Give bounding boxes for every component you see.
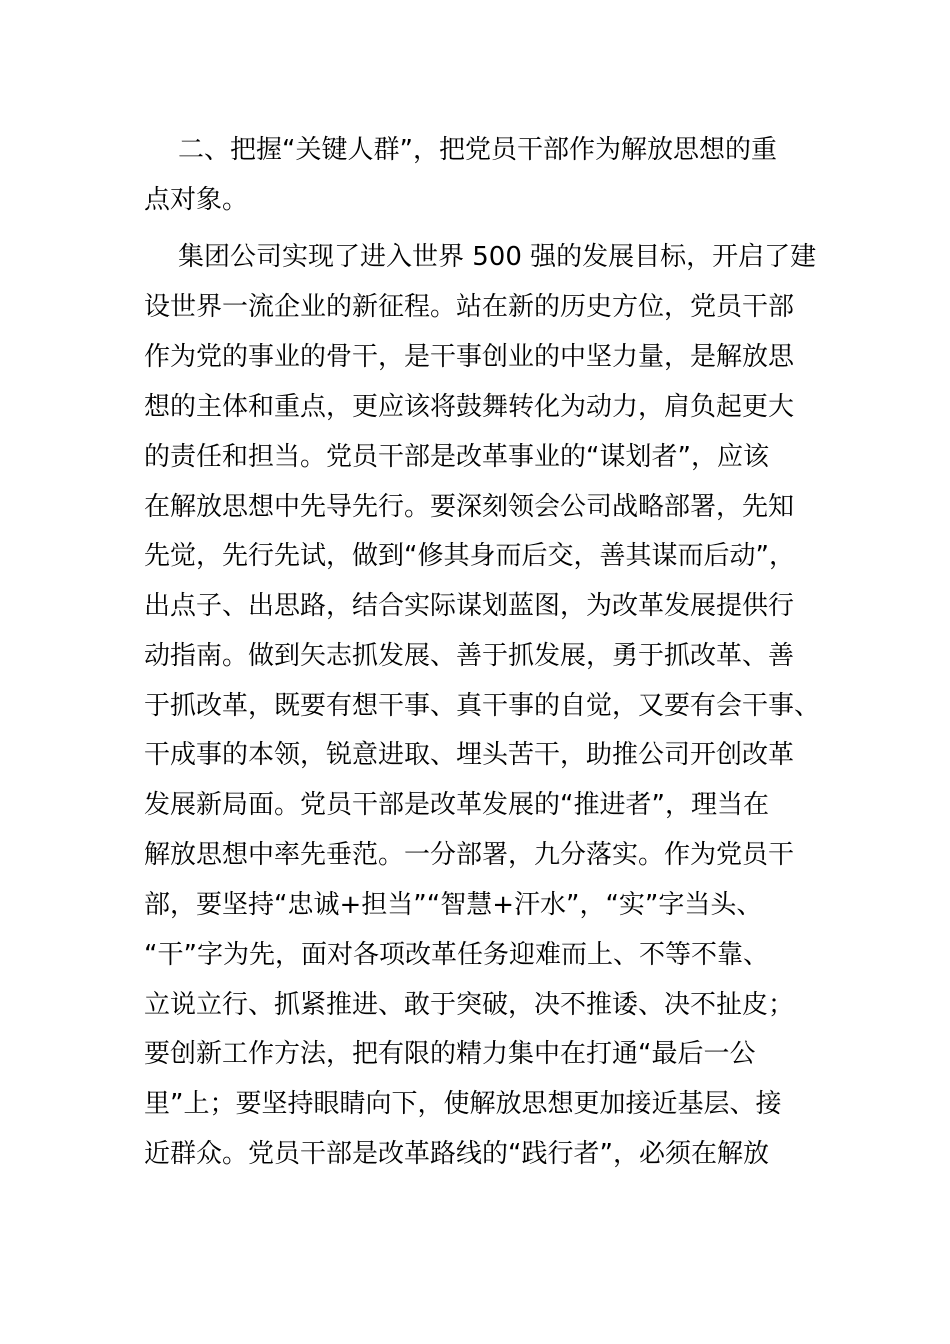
paragraph-line: 要创新工作方法，把有限的精力集中在打通“最后一公 [144,1039,756,1069]
paragraph-line: 立说立行、抓紧推进、敢于突破，决不推诿、决不扯皮； [144,990,795,1020]
paragraph-line: “干”字为先，面对各项改革任务迎难而上、不等不靠、 [144,940,769,970]
paragraph-line: 解放思想中率先垂范。一分部署，九分落实。作为党员干 [144,840,795,870]
paragraph-line: 集团公司实现了进入世界 500 强的发展目标，开启了建 [178,242,817,272]
paragraph-line: 在解放思想中先导先行。要深刻领会公司战略部署，先知 [144,492,795,522]
paragraph-line: 想的主体和重点，更应该将鼓舞转化为动力，肩负起更大 [144,392,795,422]
paragraph-line: 近群众。党员干部是改革路线的“践行者”，必须在解放 [144,1139,769,1169]
paragraph-line: 作为党的事业的骨干，是干事创业的中坚力量，是解放思 [144,342,795,372]
paragraph-line: 干成事的本领，锐意进取、埋头苦干，助推公司开创改革 [144,740,795,770]
paragraph-line: 里”上；要坚持眼睛向下，使解放思想更加接近基层、接 [144,1089,782,1119]
heading-line: 点对象。 [144,185,249,215]
paragraph-line: 出点子、出思路，结合实际谋划蓝图，为改革发展提供行 [144,591,795,621]
heading-line: 二、把握“关键人群”，把党员干部作为解放思想的重 [178,135,777,165]
paragraph-line: 动指南。做到矢志抓发展、善于抓发展，勇于抓改革、善 [144,641,795,671]
paragraph-line: 先觉，先行先试，做到“修其身而后交，善其谋而后动”， [144,541,795,571]
paragraph-line: 发展新局面。党员干部是改革发展的“推进者”，理当在 [144,790,769,820]
paragraph-line: 于抓改革，既要有想干事、真干事的自觉，又要有会干事、 [144,691,821,721]
paragraph-line: 设世界一流企业的新征程。站在新的历史方位，党员干部 [144,292,795,322]
paragraph-line: 的责任和担当。党员干部是改革事业的“谋划者”，应该 [144,442,769,472]
paragraph-line: 部，要坚持“忠诚+担当”“智慧+汗水”，“实”字当头、 [144,890,763,920]
